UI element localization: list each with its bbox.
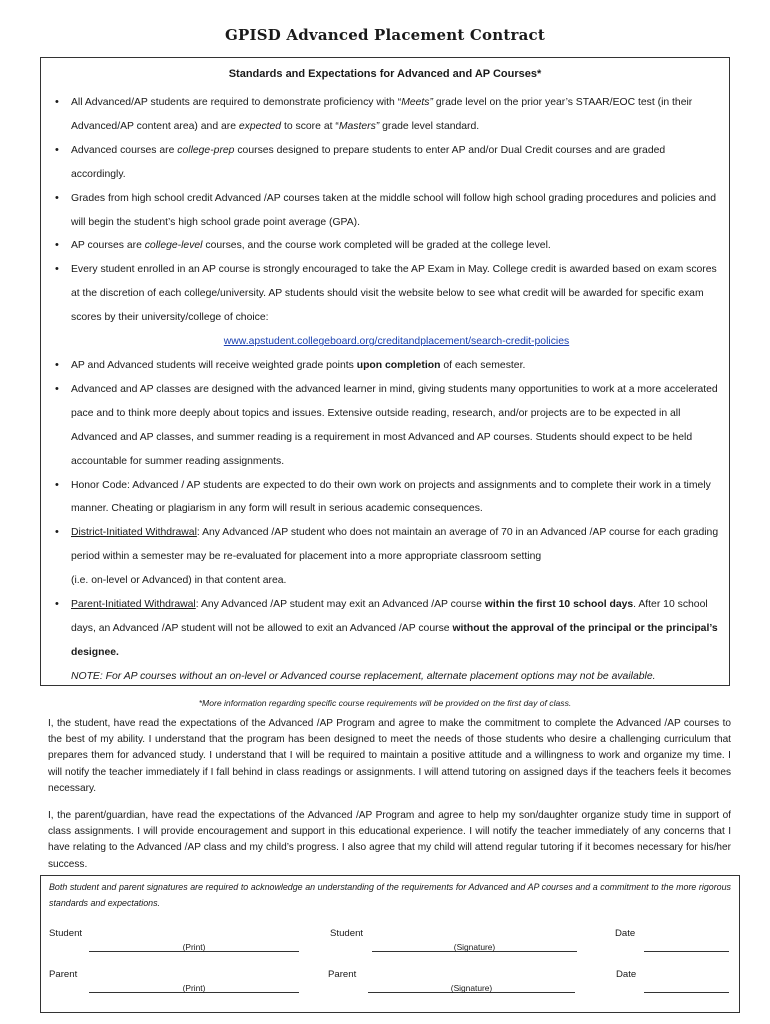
student-date-field[interactable]	[615, 928, 635, 939]
print-caption: (Print)	[182, 983, 206, 993]
bullet-weighted-grades: • AP and Advanced students will receive weighted grade points upon completion of each semester.	[54, 354, 722, 378]
bullet-parent-withdrawal: • Parent-Initiated Withdrawal: Any Advanced /AP student may exit an Advanced /AP course within the first 10 school days. After 10 school days, an Advanced /AP student will not be allowed to exit an Advanced /AP course without the approval of the principal or the principal’s designee. NOTE: For AP courses without an on-level or Advanced course replacement, alternate placement options may not be available.	[54, 593, 722, 689]
bullet-middle-school-grades: • Grades from high school credit Advanced /AP courses taken at the middle school will follow high school grading procedures and policies and will begin the student’s high school grade point average (GPA).	[54, 187, 722, 235]
bullet-college-prep: • Advanced courses are college-prep courses designed to prepare students to enter AP and/or Dual Credit courses and are graded accordingly.	[54, 139, 722, 187]
note-text: NOTE: For AP courses without an on-level or Advanced course replacement, alternate placement options may not be available.	[71, 670, 656, 682]
bullet-proficiency: • All Advanced/AP students are required to demonstrate proficiency with “Meets” grade level on the prior year’s STAAR/EOC test (in their Advanced/AP content area) and are expected to score at “Masters” grade level standard.	[54, 91, 722, 139]
student-print-field[interactable]	[49, 928, 206, 952]
bullet-district-withdrawal: • District-Initiated Withdrawal: Any Advanced /AP student who does not maintain an average of 70 in an Advanced /AP course for each grading period within a semester may be re-evaluated for placement into a more appropriate classroom setting (i.e. on-level or Advanced) in that content area.	[54, 521, 722, 593]
print-caption: (Print)	[182, 942, 206, 952]
student-signature-field[interactable]	[330, 928, 496, 952]
standards-box	[40, 57, 730, 686]
signature-caption: (Signature)	[450, 983, 493, 993]
bullet-honor-code: • Honor Code: Advanced / AP students are expected to do their own work on projects and assignments and to complete their work in a timely manner. Cheating or plagiarism in any form will result in serious academic consequences.	[54, 474, 722, 522]
parent-label: Parent	[49, 969, 78, 980]
parent-agreement-paragraph: I, the parent/guardian, have read the expectations of the Advanced /AP Program and agree to help my son/daughter organize study time in support of class assignments. I will provide encouragement and support in this educational experience. I will notify the teacher immediately of any concerns that I have relating to the Advanced /AP class and my child’s progress. I also agree that my child will attend regular tutoring if it becomes necessary for his/her success.	[48, 810, 731, 870]
bullet-ap-exam: • Every student enrolled in an AP course is strongly encouraged to take the AP Exam in May. College credit is awarded based on exam scores at the discretion of each college/university. AP students should visit the website below to see what credit will be awarded for specific exam scores by their university/college of choice: www.apstudent.collegeboard.org/creditandplacement/search-credit-policies	[54, 258, 722, 354]
student-signature-row	[41, 928, 739, 958]
bullet-advanced-learner: • Advanced and AP classes are designed with the advanced learner in mind, giving students many opportunities to work at a more accelerated pace and to think more deeply about topics and issues. Extensive outside reading, research, and/or projects are to be expected in all Advanced and AP classes, and summer reading is a requirement in most Advanced and AP courses. Students should expect to be held accountable for summer reading assignments.	[54, 378, 722, 474]
parent-date-field[interactable]	[616, 969, 636, 980]
standards-heading: Standards and Expectations for Advanced and AP Courses*	[228, 68, 542, 80]
signature-note: Both student and parent signatures are required to acknowledge an understanding of the requirements for Advanced and AP courses and a commitment to the more rigorous standards and expectations.	[49, 882, 731, 908]
bullet-college-level: • AP courses are college-level courses, and the course work completed will be graded at the college level.	[54, 234, 722, 258]
date-label: Date	[615, 928, 636, 939]
credit-policies-link[interactable]: www.apstudent.collegeboard.org/creditandplacement/search-credit-policies	[223, 336, 570, 348]
signature-caption: (Signature)	[453, 942, 496, 952]
standards-list	[54, 91, 722, 689]
date-label: Date	[616, 969, 637, 980]
student-agreement-paragraph: I, the student, have read the expectations of the Advanced /AP Program and agree to make the commitment to complete the Advanced /AP courses to the best of my ability. I understand that the program has been designed to meet the needs of those students who desire a challenging curriculum that prepares them for advanced study. I understand that I will be required to maintain a positive attitude and a willingness to work and organize my time. I will notify the teacher immediately if I fall behind in class readings or assignments. I will attend tutoring on assigned days if the teachers feels it becomes necessary.	[48, 718, 731, 794]
parent-signature-row	[41, 969, 739, 999]
student-label: Student	[49, 928, 83, 939]
student-label: Student	[330, 928, 364, 939]
signature-box	[40, 875, 740, 1013]
more-info-footnote: *More information regarding specific course requirements will be provided on the first day of class.	[198, 698, 572, 708]
parent-signature-field[interactable]	[328, 969, 493, 993]
parent-label: Parent	[328, 969, 357, 980]
document-title: GPISD Advanced Placement Contract	[225, 26, 545, 44]
parent-print-field[interactable]	[49, 969, 206, 993]
